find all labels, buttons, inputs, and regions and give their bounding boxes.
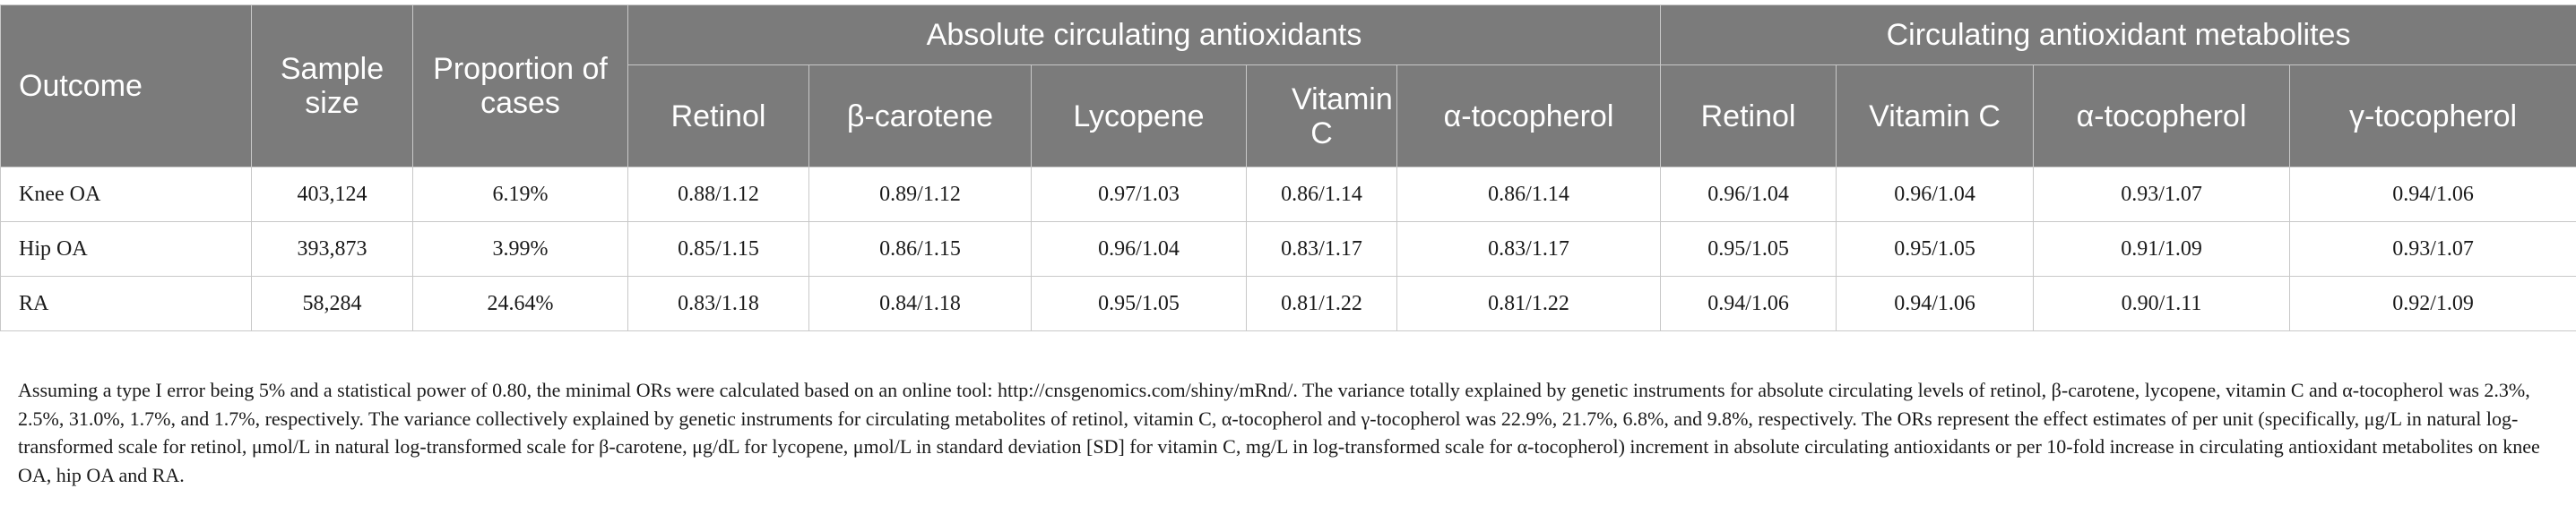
cell-value: 0.88/1.12 [628, 167, 809, 222]
cell-value: 0.94/1.06 [2290, 167, 2576, 222]
header-met-alpha-tocopherol: α-tocopherol [2034, 65, 2290, 167]
cell-value: 0.95/1.05 [1661, 222, 1837, 277]
cell-value: 0.83/1.17 [1247, 222, 1397, 277]
cell-value: 0.91/1.09 [2034, 222, 2290, 277]
table-row [1, 222, 2576, 277]
cell-sample-size: 393,873 [252, 222, 413, 277]
cell-value: 0.83/1.17 [1397, 222, 1661, 277]
cell-value: 0.81/1.22 [1247, 277, 1397, 331]
table-row [1, 277, 2576, 331]
cell-value: 0.89/1.12 [809, 167, 1032, 222]
header-met-gamma-tocopherol: γ-tocopherol [2290, 65, 2576, 167]
cell-value: 0.94/1.06 [1837, 277, 2034, 331]
cell-outcome: RA [1, 277, 252, 331]
header-abs-beta-carotene: β-carotene [809, 65, 1032, 167]
header-group-absolute: Absolute circulating antioxidants [628, 5, 1661, 65]
cell-sample-size: 403,124 [252, 167, 413, 222]
header-abs-lycopene: Lycopene [1032, 65, 1247, 167]
cell-value: 0.95/1.05 [1032, 277, 1247, 331]
header-met-retinol: Retinol [1661, 65, 1837, 167]
header-met-vitamin-c: Vitamin C [1837, 65, 2034, 167]
results-table [0, 4, 2576, 331]
cell-value: 0.93/1.07 [2034, 167, 2290, 222]
header-abs-alpha-tocopherol: α-tocopherol [1397, 65, 1661, 167]
cell-value: 0.81/1.22 [1397, 277, 1661, 331]
header-group-metabolites: Circulating antioxidant metabolites [1661, 5, 2576, 65]
cell-outcome: Knee OA [1, 167, 252, 222]
cell-value: 0.94/1.06 [1661, 277, 1837, 331]
cell-value: 0.84/1.18 [809, 277, 1032, 331]
cell-value: 0.83/1.18 [628, 277, 809, 331]
table-row [1, 167, 2576, 222]
table-body [1, 167, 2576, 331]
header-abs-retinol: Retinol [628, 65, 809, 167]
cell-proportion: 24.64% [413, 277, 628, 331]
cell-value: 0.95/1.05 [1837, 222, 2034, 277]
cell-value: 0.93/1.07 [2290, 222, 2576, 277]
header-proportion: Proportion of cases [413, 5, 628, 167]
cell-proportion: 3.99% [413, 222, 628, 277]
cell-value: 0.92/1.09 [2290, 277, 2576, 331]
header-sample-size: Sample size [252, 5, 413, 167]
cell-value: 0.96/1.04 [1837, 167, 2034, 222]
cell-value: 0.90/1.11 [2034, 277, 2290, 331]
cell-value: 0.97/1.03 [1032, 167, 1247, 222]
cell-value: 0.96/1.04 [1032, 222, 1247, 277]
header-outcome: Outcome [1, 5, 252, 167]
cell-value: 0.85/1.15 [628, 222, 809, 277]
cell-sample-size: 58,284 [252, 277, 413, 331]
cell-outcome: Hip OA [1, 222, 252, 277]
cell-value: 0.86/1.14 [1247, 167, 1397, 222]
cell-proportion: 6.19% [413, 167, 628, 222]
cell-value: 0.96/1.04 [1661, 167, 1837, 222]
table-header [1, 5, 2576, 167]
cell-value: 0.86/1.15 [809, 222, 1032, 277]
cell-value: 0.86/1.14 [1397, 167, 1661, 222]
table-footnote: Assuming a type I error being 5% and a statistical power of 0.80, the minimal ORs were calculated based on an online tool: http://cnsgenomics.com/shiny/mRnd/. The variance totally explained by genetic instruments for absolute circulating levels of retinol, β-carotene, lycopene, vitamin C and α-tocopherol was 2.3%, 2.5%, 31.0%, 1.7%, and 1.7%, respectively. The variance collectively explained by genetic instruments for circulating metabolites of retinol, vitamin C, α-tocopherol and γ-tocopherol was 22.9%, 21.7%, 6.8%, and 9.8%, respectively. The ORs represent the effect estimates of per unit (specifically, μg/L in natural log-transformed scale for retinol, μmol/L in natural log-transformed scale for β-carotene, μg/dL for lycopene, μmol/L in standard deviation [SD] for vitamin C, mg/L in log-transformed scale for α-tocopherol) increment in absolute circulating antioxidants or per 10-fold increase in circulating antioxidant metabolites on knee OA, hip OA and RA. [18, 379, 2540, 486]
header-abs-vitamin-c: Vitamin C [1247, 65, 1397, 167]
